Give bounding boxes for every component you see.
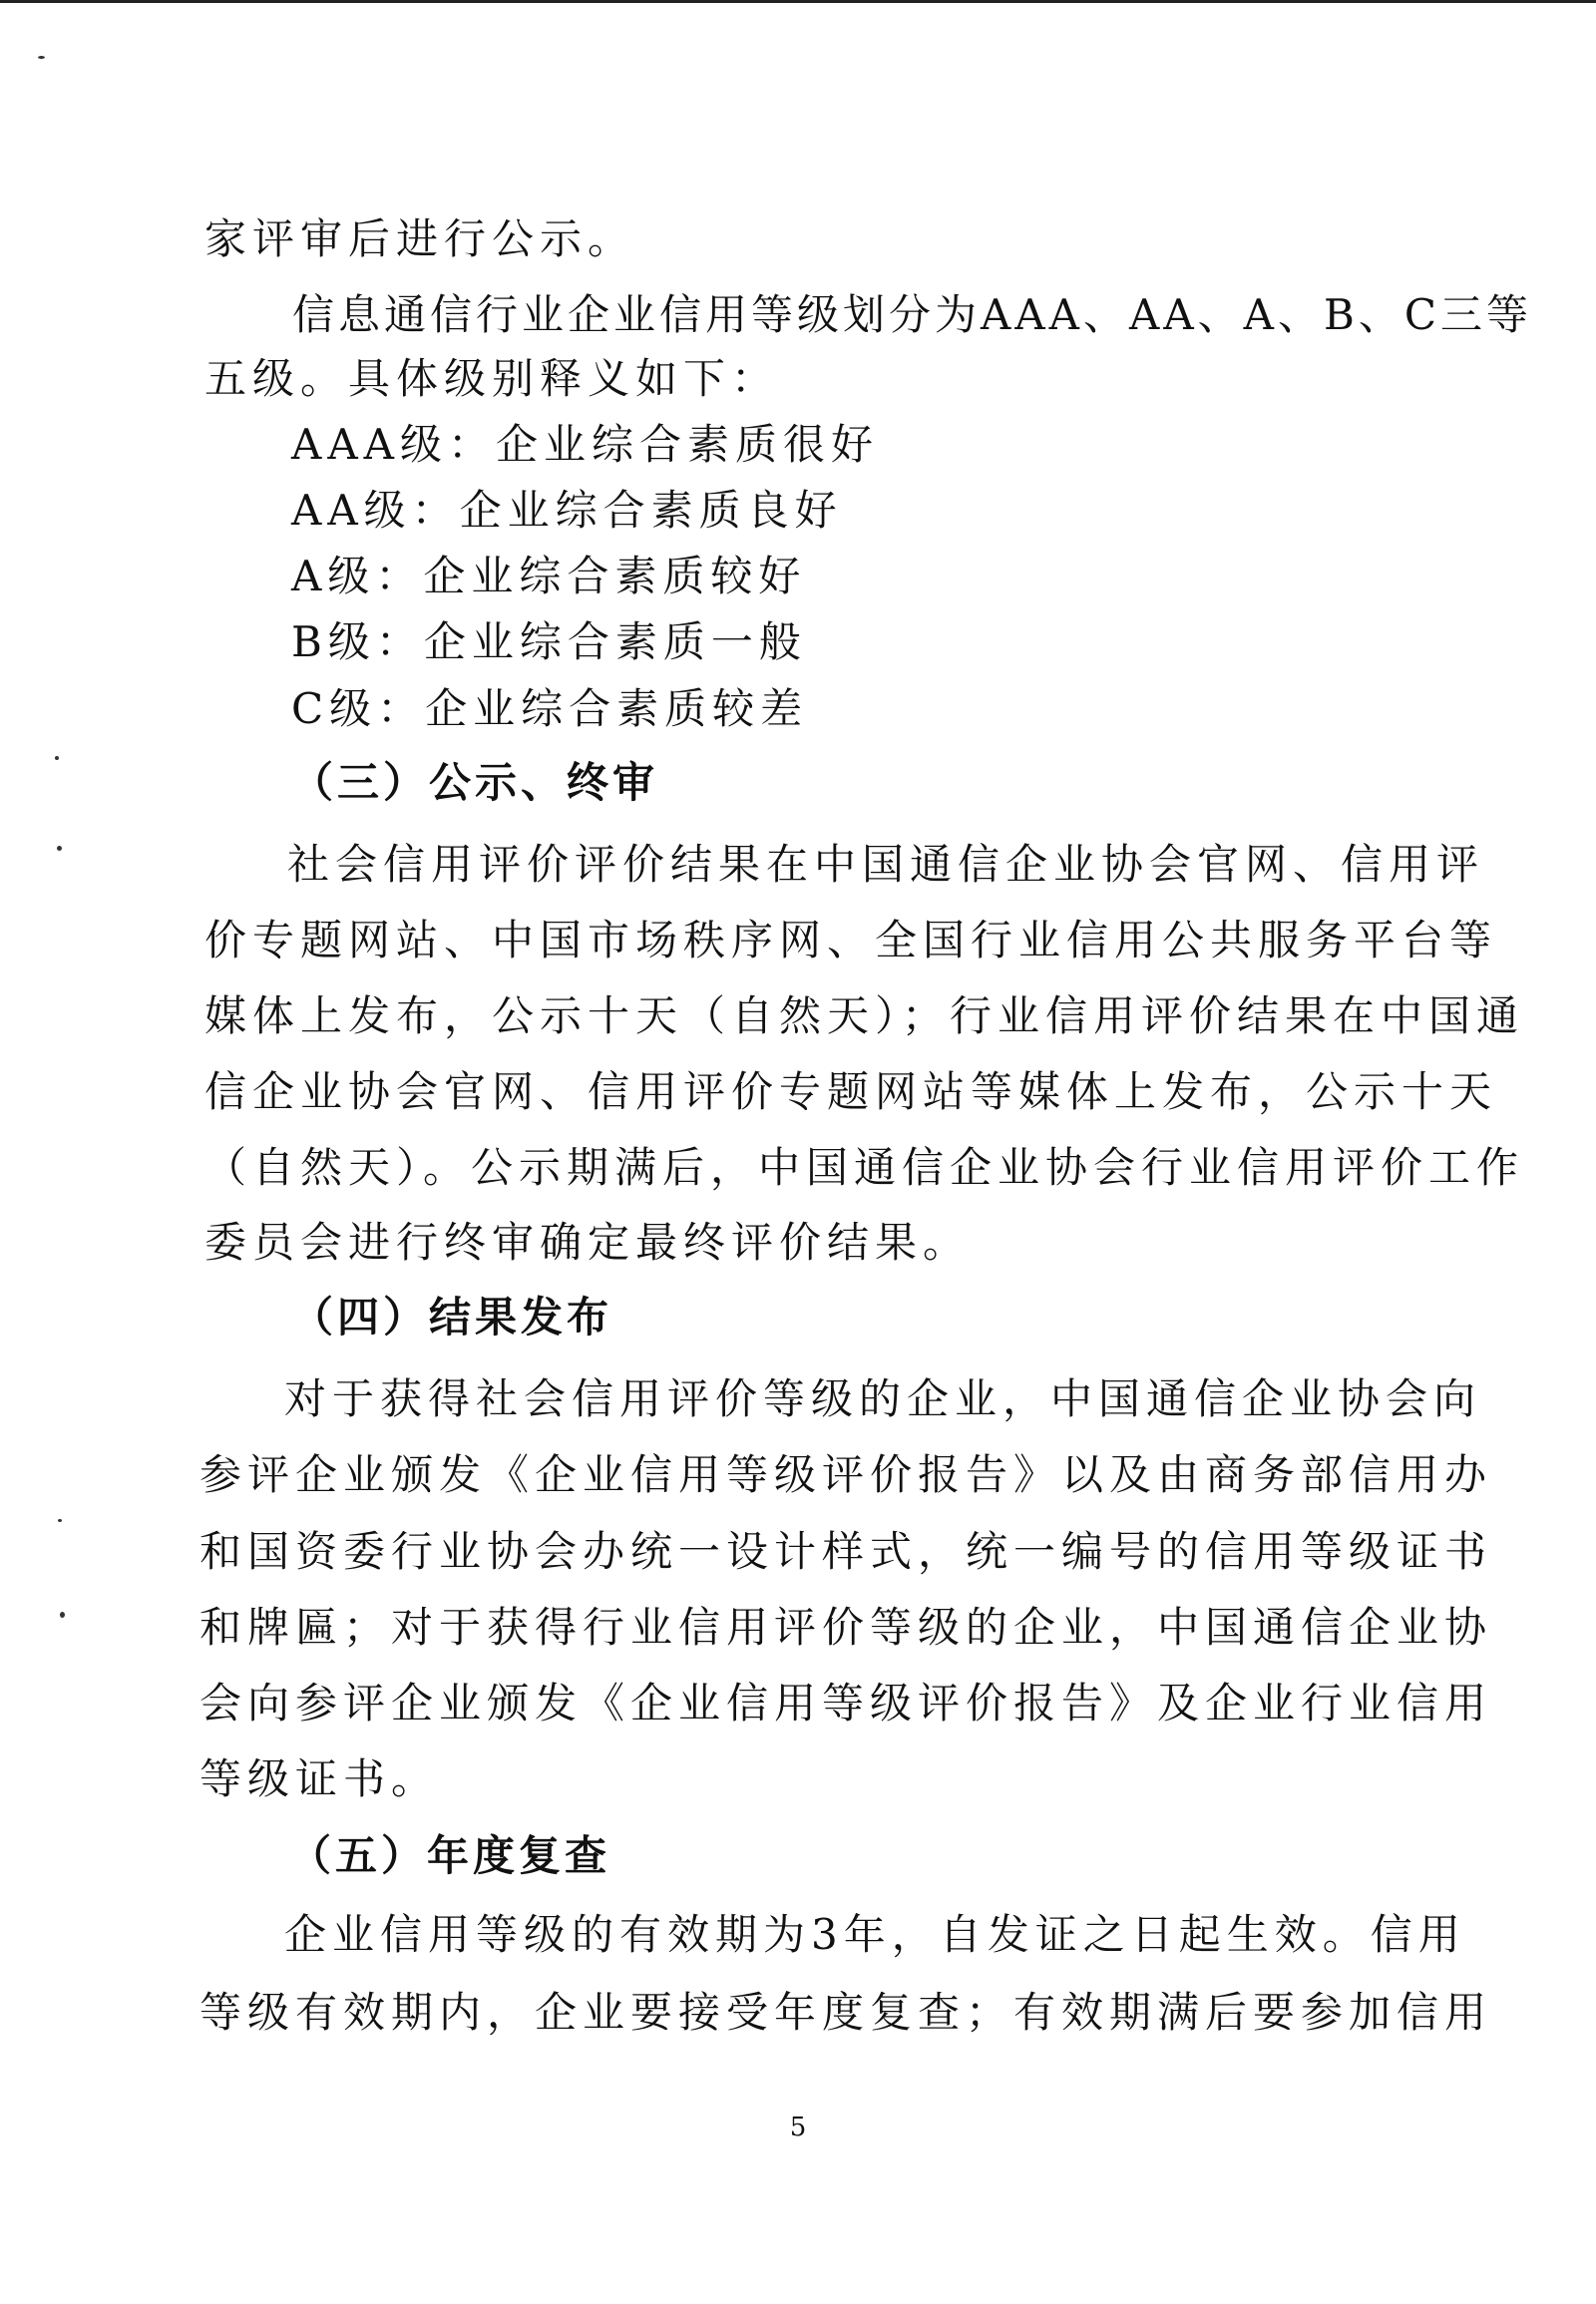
section-heading: （五）年度复查 — [289, 1831, 611, 1880]
section-heading: （三）公示、终审 — [291, 758, 659, 807]
grade-definition: A级：企业综合素质较好 — [291, 552, 807, 600]
text-line: 价专题网站、中国市场秩序网、全国行业信用公共服务平台等 — [204, 916, 1498, 964]
text-line: 等级有效期内，企业要接受年度复查；有效期满后要参加信用 — [200, 1988, 1493, 2037]
section-heading: （四）结果发布 — [291, 1293, 613, 1342]
text-line: 和牌匾；对于获得行业信用评价等级的企业，中国通信企业协 — [200, 1603, 1493, 1652]
grade-definition: B级：企业综合素质一般 — [291, 617, 807, 666]
text-line: 参评企业颁发《企业信用等级评价报告》以及由商务部信用办 — [200, 1450, 1493, 1499]
page-number: 5 — [789, 2112, 807, 2142]
text-line: 和国资委行业协会办统一设计样式，统一编号的信用等级证书 — [200, 1527, 1493, 1576]
grade-definition: C级：企业综合素质较差 — [291, 684, 809, 733]
text-line: 等级证书。 — [200, 1754, 440, 1803]
scan-top-edge — [0, 0, 1596, 3]
text-line: 信息通信行业企业信用等级划分为AAA、AA、A、B、C三等 — [292, 290, 1532, 339]
text-line: 信企业协会官网、信用评价专题网站等媒体上发布，公示十天 — [204, 1067, 1498, 1116]
text-line: （自然天）。公示期满后，中国通信企业协会行业信用评价工作 — [204, 1143, 1525, 1192]
grade-definition: AA级：企业综合素质良好 — [291, 486, 843, 535]
text-line: 对于获得社会信用评价等级的企业，中国通信企业协会向 — [284, 1374, 1482, 1423]
text-line: 媒体上发布，公示十天（自然天）；行业信用评价结果在中国通 — [204, 991, 1525, 1040]
text-line: 家评审后进行公示。 — [204, 214, 636, 263]
text-line: 五级。具体级别释义如下： — [204, 354, 780, 403]
text-line: 社会信用评价评价结果在中国通信企业协会官网、信用评 — [287, 840, 1485, 889]
grade-definition: AAA级：企业综合素质很好 — [291, 420, 879, 469]
text-line: 委员会进行终审确定最终评价结果。 — [204, 1218, 972, 1267]
text-line: 会向参评企业颁发《企业信用等级评价报告》及企业行业信用 — [200, 1679, 1493, 1728]
text-line: 企业信用等级的有效期为3年，自发证之日起生效。信用 — [284, 1910, 1466, 1959]
